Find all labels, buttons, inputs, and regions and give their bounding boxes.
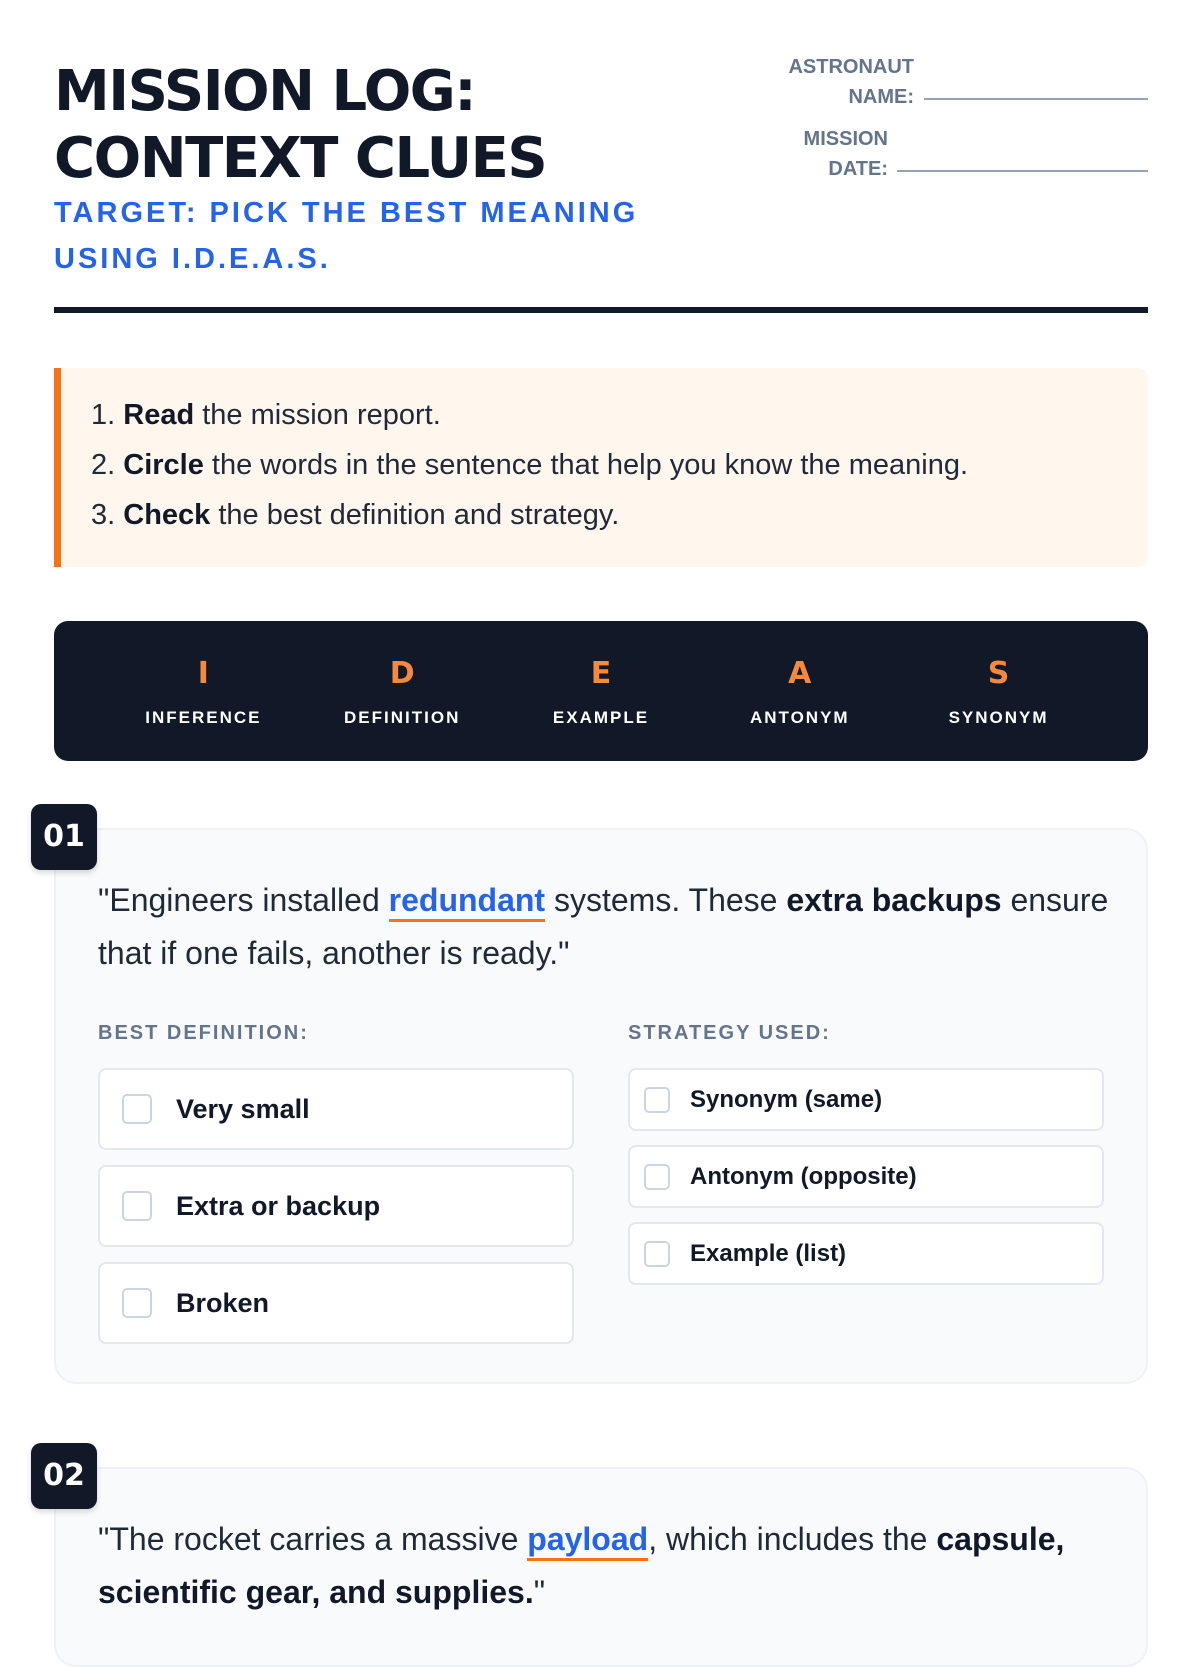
- question-sentence: "The rocket carries a massive payload, which includes the capsule, scientific gear, and supplies.": [98, 1521, 1065, 1610]
- instruction-step: 2. Circle the words in the sentence that help you know the meaning.: [91, 449, 969, 481]
- context-clue: extra backups: [786, 882, 1002, 918]
- checkbox[interactable]: [644, 1164, 670, 1190]
- definition-option[interactable]: Extra or backup: [98, 1165, 574, 1247]
- strategy-column-label: STRATEGY USED:: [628, 1022, 831, 1044]
- checkbox[interactable]: [644, 1087, 670, 1113]
- question-number-badge: 02: [31, 1443, 97, 1509]
- definition-column-label: BEST DEFINITION:: [98, 1022, 309, 1044]
- worksheet-header: [54, 56, 1148, 316]
- strategy-synonym: S SYNONYM: [948, 656, 1049, 727]
- target-word: redundant: [389, 882, 545, 922]
- checkbox[interactable]: [644, 1241, 670, 1267]
- target-word: payload: [527, 1521, 648, 1561]
- mission-date-label: MISSION DATE:: [803, 128, 888, 180]
- astronaut-name-line[interactable]: [924, 98, 1148, 100]
- context-clue: capsule, scientific gear, and supplies.: [98, 1521, 1065, 1610]
- ideas-strategy-banner: [54, 621, 1148, 761]
- checkbox[interactable]: [122, 1191, 152, 1221]
- title-line-1: MISSION LOG:: [54, 59, 476, 124]
- question-sentence: "Engineers installed redundant systems. These extra backups ensure that if one fails, another is ready.": [98, 882, 1109, 971]
- mission-date-line[interactable]: [897, 170, 1148, 172]
- title-line-2: CONTEXT CLUES: [54, 126, 547, 191]
- checkbox[interactable]: [122, 1094, 152, 1124]
- instruction-step: 3. Check the best definition and strategy.: [91, 499, 620, 531]
- instructions-box: [54, 368, 1148, 567]
- strategy-inference: I INFERENCE: [145, 656, 262, 727]
- instruction-step: 1. Read the mission report.: [91, 399, 441, 431]
- checkbox[interactable]: [122, 1288, 152, 1318]
- mission-date-field[interactable]: [748, 128, 1148, 200]
- definition-option[interactable]: Very small: [98, 1068, 574, 1150]
- strategy-option[interactable]: Antonym (opposite): [628, 1145, 1104, 1208]
- question-card-02: [54, 1467, 1148, 1667]
- question-card-01: [54, 828, 1148, 1384]
- astronaut-name-field[interactable]: [748, 56, 1148, 128]
- strategy-option[interactable]: Example (list): [628, 1222, 1104, 1285]
- strategy-antonym: A ANTONYM: [749, 656, 850, 727]
- student-fields: [748, 56, 1148, 200]
- strategy-option[interactable]: Synonym (same): [628, 1068, 1104, 1131]
- strategy-example: E EXAMPLE: [552, 656, 650, 727]
- question-number-badge: 01: [31, 804, 97, 870]
- definition-option[interactable]: Broken: [98, 1262, 574, 1344]
- astronaut-name-label: ASTRONAUT NAME:: [788, 56, 914, 108]
- strategy-definition: D DEFINITION: [344, 656, 461, 727]
- page-title: [54, 58, 546, 192]
- page-subtitle: TARGET: PICK THE BEST MEANING USING I.D.E.A.S.: [54, 197, 639, 275]
- header-divider: [54, 307, 1148, 313]
